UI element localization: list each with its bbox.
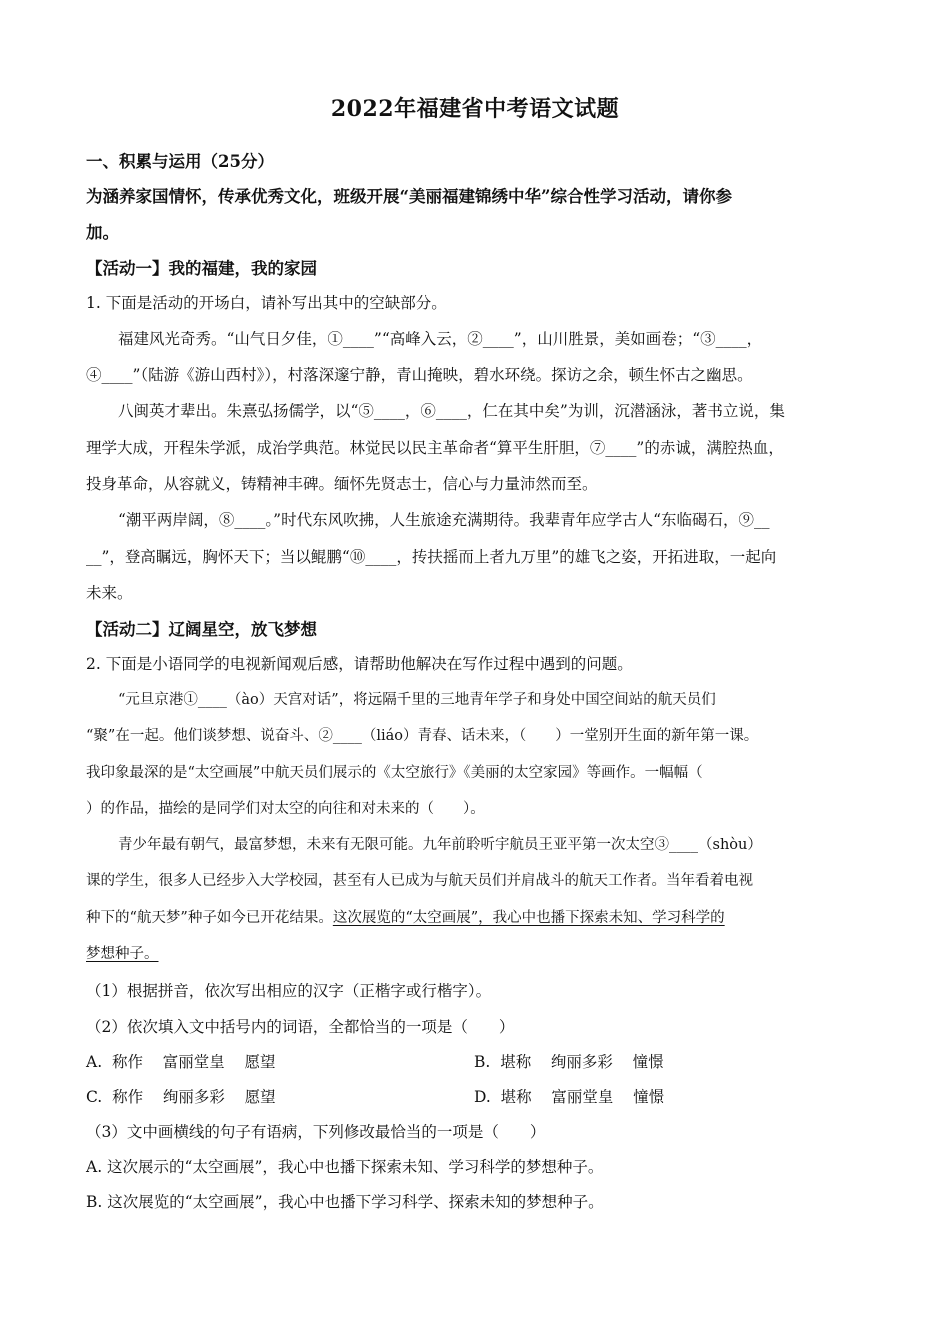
option-letter: B. bbox=[474, 1053, 491, 1071]
option-letter: C. bbox=[86, 1088, 103, 1106]
option-word: 愿望 bbox=[244, 1053, 276, 1071]
passage-line: “潮平两岸阔，⑧____。”时代东风吹拂，人生旅途充满期待。我辈青年应学古人“东临碣石，⑨__ bbox=[118, 511, 770, 529]
option-word: 绚丽多彩 bbox=[550, 1053, 613, 1071]
passage-line: 未来。 bbox=[86, 584, 133, 602]
option-b[interactable] bbox=[474, 1050, 664, 1072]
passage-line: 课的学生，很多人已经步入大学校园，甚至有人已成为与航天员们并肩战斗的航天工作者。当年看着电视 bbox=[86, 873, 753, 889]
activity2-heading: 【活动二】辽阔星空，放飞梦想 bbox=[86, 620, 317, 639]
section-intro-line: 加。 bbox=[86, 223, 119, 242]
passage-text: 种下的“航天梦”种子如今已开花结果。 bbox=[86, 910, 333, 926]
option-word: 堪称 bbox=[500, 1088, 532, 1106]
passage-line: 青少年最有朝气，最富梦想，未来有无限可能。九年前聆听宇航员王亚平第一次太空③____（shòu） bbox=[118, 837, 762, 853]
underlined-sentence: 梦想种子。 bbox=[86, 946, 159, 962]
passage-line bbox=[86, 906, 866, 927]
section-heading: 一、积累与运用（25分） bbox=[86, 152, 274, 171]
passage-line: 投身革命，从容就义，铸精神丰碑。缅怀先贤志士，信心与力量沛然而至。 bbox=[86, 475, 598, 493]
activity1-heading: 【活动一】我的福建，我的家园 bbox=[86, 259, 317, 278]
passage-line: 我印象最深的是“太空画展”中航天员们展示的《太空旅行》《美丽的太空家园》等画作。一幅幅（ bbox=[86, 765, 703, 781]
option-letter: D. bbox=[474, 1088, 491, 1106]
passage-line: 福建风光奇秀。“山气日夕佳，①____”“高峰入云，②____”，山川胜景，美如画卷；“③____， bbox=[118, 330, 763, 348]
option-word: 憧憬 bbox=[633, 1088, 665, 1106]
option-a[interactable]: A. 这次展示的“太空画展”，我心中也播下探索未知、学习科学的梦想种子。 bbox=[86, 1158, 604, 1176]
option-word: 称作 bbox=[112, 1088, 144, 1106]
passage-line: “聚”在一起。他们谈梦想、说奋斗、②____（liáo）青春、话未来，（ ）一堂别开生面的新年第一课。 bbox=[86, 728, 759, 744]
option-word: 绚丽多彩 bbox=[162, 1088, 225, 1106]
option-word: 愿望 bbox=[244, 1088, 276, 1106]
underlined-sentence: 这次展览的“太空画展”，我心中也播下探索未知、学习科学的 bbox=[332, 910, 725, 926]
option-word: 堪称 bbox=[500, 1053, 532, 1071]
option-d[interactable] bbox=[474, 1085, 664, 1107]
option-word: 称作 bbox=[111, 1053, 143, 1071]
option-letter: A. bbox=[86, 1053, 103, 1071]
sub-question-2: （2）依次填入文中括号内的词语，全都恰当的一项是（ ） bbox=[86, 1018, 515, 1036]
option-c[interactable] bbox=[86, 1085, 276, 1107]
passage-line: “元旦京港①____（ào）天宫对话”，将远隔千里的三地青年学子和身处中国空间站的航天员们 bbox=[118, 692, 716, 708]
option-word: 憧憬 bbox=[632, 1053, 664, 1071]
passage-line: __”，登高瞩远，胸怀天下；当以鲲鹏“⑩____，抟扶摇而上者九万里”的雄飞之姿，开拓进取，一起向 bbox=[86, 548, 777, 566]
question-2: 2. 下面是小语同学的电视新闻观后感，请帮助他解决在写作过程中遇到的问题。 bbox=[86, 655, 633, 673]
question-1: 1. 下面是活动的开场白，请补写出其中的空缺部分。 bbox=[86, 294, 447, 312]
passage-line: 理学大成，开程朱学派，成治学典范。林觉民以民主革命者“算平生肝胆，⑦____”的赤诚，满腔热血， bbox=[86, 439, 784, 457]
option-a[interactable] bbox=[86, 1050, 275, 1072]
sub-question-3: （3）文中画横线的句子有语病，下列修改最恰当的一项是（ ） bbox=[86, 1123, 546, 1141]
sub-question-1: （1）根据拼音，依次写出相应的汉字（正楷字或行楷字）。 bbox=[86, 982, 492, 1000]
passage-line bbox=[86, 942, 866, 963]
option-word: 富丽堂皇 bbox=[162, 1053, 225, 1071]
section-intro-line: 为涵养家国情怀，传承优秀文化，班级开展“美丽福建锦绣中华”综合性学习活动，请你参 bbox=[86, 187, 732, 206]
passage-line: 八闽英才辈出。朱熹弘扬儒学，以“⑤____，⑥____，仁在其中矣”为训，沉潜涵泳，著书立说，集 bbox=[118, 402, 785, 420]
page-title: 2022年福建省中考语文试题 bbox=[330, 96, 620, 122]
option-b[interactable]: B. 这次展览的“太空画展”，我心中也播下学习科学、探索未知的梦想种子。 bbox=[86, 1193, 604, 1211]
option-word: 富丽堂皇 bbox=[551, 1088, 614, 1106]
passage-line: ④____”（陆游《游山西村》），村落深邃宁静，青山掩映，碧水环绕。探访之余，顿生怀古之幽思。 bbox=[86, 366, 753, 384]
passage-line: ）的作品，描绘的是同学们对太空的向往和对未来的（ ）。 bbox=[86, 801, 485, 817]
